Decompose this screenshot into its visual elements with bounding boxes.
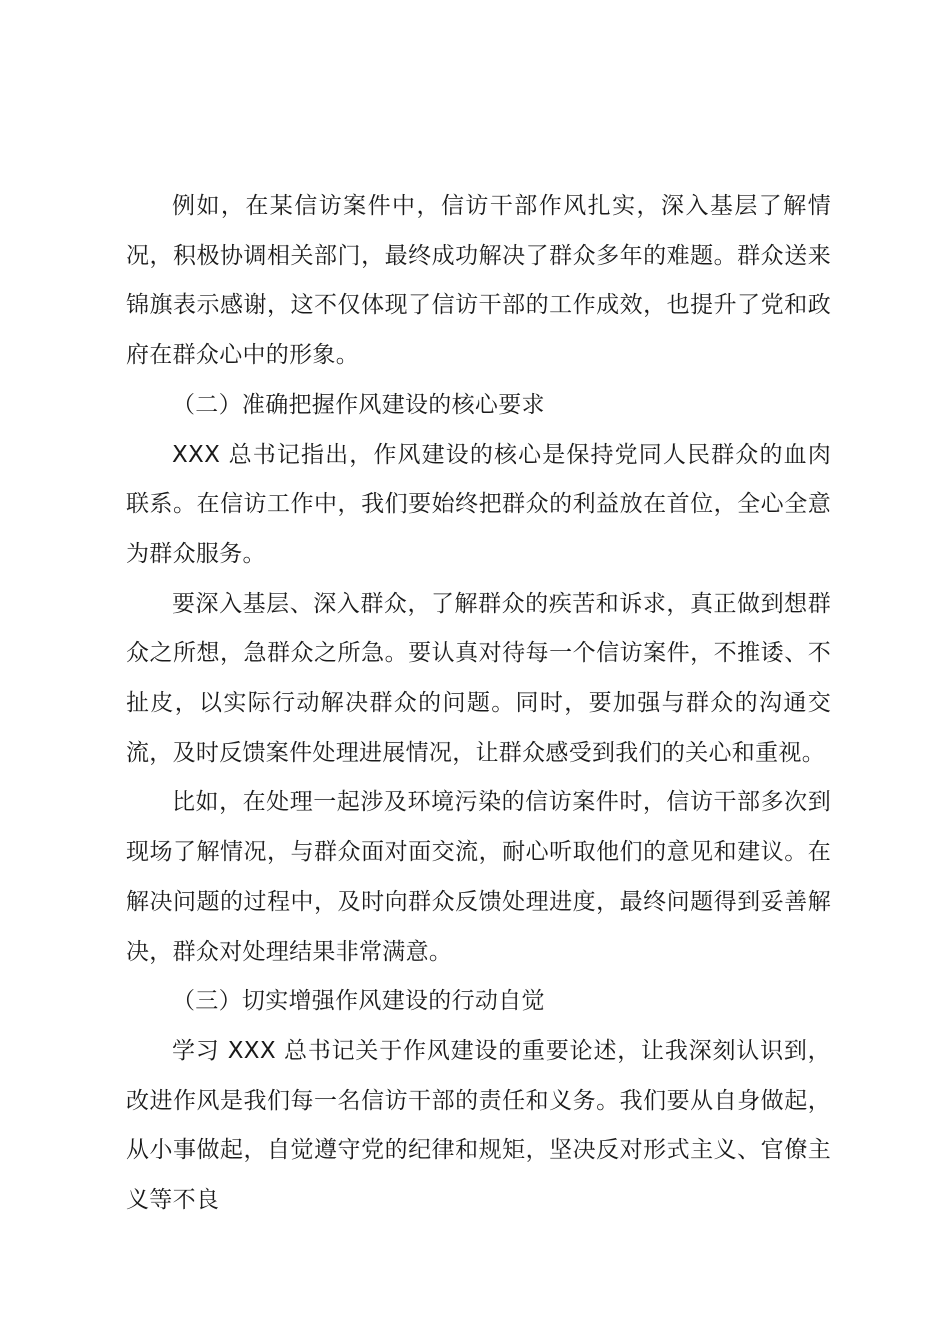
paragraph-example-case: 例如，在某信访案件中，信访干部作风扎实，深入基层了解情况，积极协调相关部门，最终成功解决了群众多年的难题。群众送来锦旗表示感谢，这不仅体现了信访干部的工作成效，也提升了党和政府在群众心中的形象。 [126, 193, 831, 369]
section-heading-2: （二）准确把握作风建设的核心要求 [172, 391, 545, 418]
document-body [126, 182, 831, 1226]
paragraph-environment-case: 比如，在处理一起涉及环境污染的信访案件时，信访干部多次到现场了解情况，与群众面对面交流，耐心听取他们的意见和建议。在解决问题的过程中，及时向群众反馈处理进度，最终问题得到妥善解决，群众对处理结果非常满意。 [126, 789, 831, 965]
paragraph-go-to-grassroots: 要深入基层、深入群众，了解群众的疾苦和诉求，真正做到想群众之所想，急群众之所急。要认真对待每一个信访案件，不推诿、不扯皮，以实际行动解决群众的问题。同时，要加强与群众的沟通交流，及时反馈案件处理进展情况，让群众感受到我们的关心和重视。 [126, 590, 831, 766]
paragraph-action-awareness: 学习 XXX 总书记关于作风建设的重要论述，让我深刻认识到，改进作风是我们每一名信访干部的责任和义务。我们要从自身做起，从小事做起，自觉遵守党的纪律和规矩，坚决反对形式主义、官僚主义等不良 [126, 1037, 831, 1214]
section-heading-3: （三）切实增强作风建设的行动自觉 [172, 988, 545, 1015]
paragraph-core-requirement: XXX 总书记指出，作风建设的核心是保持党同人民群众的血肉联系。在信访工作中，我们要始终把群众的利益放在首位，全心全意为群众服务。 [126, 441, 831, 567]
